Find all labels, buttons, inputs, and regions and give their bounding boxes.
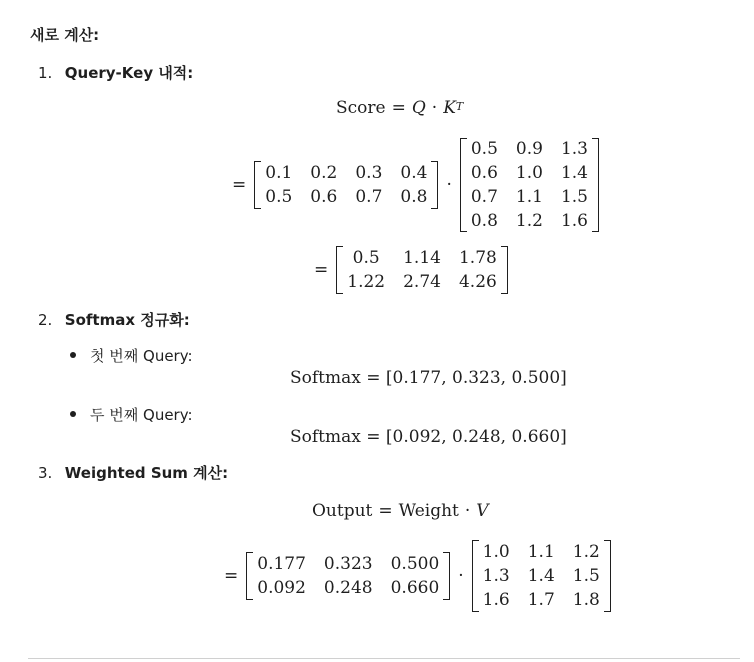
equals-sign: = <box>314 260 329 280</box>
matrix-cell: 0.248 <box>323 578 373 599</box>
score-equation <box>336 98 463 118</box>
matrix-cell: 0.8 <box>400 187 428 208</box>
wv-product-line <box>218 540 613 612</box>
matrix-cell: 1.2 <box>572 541 600 562</box>
matrix-cell: 1.1 <box>515 186 543 207</box>
matrix-q <box>254 161 438 209</box>
matrix-score <box>336 246 508 294</box>
matrix-cell: 0.323 <box>323 553 373 574</box>
output-equation <box>312 501 489 521</box>
v-symbol: V <box>476 501 489 521</box>
matrix-kt <box>460 138 599 232</box>
matrix-cell: 1.4 <box>527 565 555 586</box>
matrix-v <box>472 540 611 612</box>
matrix-cell: 0.9 <box>515 139 543 160</box>
matrix-cell: 0.500 <box>390 553 440 574</box>
k-symbol: K <box>443 98 456 118</box>
matrix-cell: 1.2 <box>515 210 543 231</box>
output-lhs: Output <box>312 501 373 521</box>
matrix-cell: 0.8 <box>470 210 498 231</box>
matrix-cell: 0.177 <box>257 553 306 574</box>
score-lhs: Score <box>336 98 386 118</box>
matrix-cell: 0.7 <box>470 186 498 207</box>
matrix-cell: 0.2 <box>310 162 338 183</box>
dot-operator: · <box>458 566 464 586</box>
step-label: Weighted Sum 계산: <box>64 464 229 482</box>
bullet-second-query <box>70 404 193 425</box>
equals-sign: = <box>378 501 393 521</box>
step-label: Query-Key 내적: <box>64 64 194 82</box>
bullet-label: 두 번째 Query: <box>90 406 193 424</box>
bullet-dot <box>70 411 76 417</box>
matrix-cell: 1.3 <box>482 565 510 586</box>
step-label: Softmax 정규화: <box>64 311 190 329</box>
matrix-cell: 1.22 <box>347 272 386 293</box>
matrix-cell: 0.660 <box>390 578 440 599</box>
bullet-label: 첫 번째 Query: <box>90 347 193 365</box>
matrix-cell: 0.3 <box>355 162 383 183</box>
matrix-cell: 0.6 <box>310 187 338 208</box>
matrix-cell: 1.14 <box>403 247 441 268</box>
matrix-cell: 1.7 <box>527 590 555 611</box>
matrix-cell: 0.6 <box>470 163 498 184</box>
divider <box>28 658 740 659</box>
step-3 <box>38 462 228 483</box>
matrix-cell: 1.6 <box>560 210 588 231</box>
step-1 <box>38 62 193 83</box>
matrix-cell: 2.74 <box>403 272 441 293</box>
matrix-cell: 1.5 <box>560 186 588 207</box>
matrix-cell: 1.5 <box>572 565 600 586</box>
dot-operator: · <box>464 501 471 521</box>
matrix-cell: 1.6 <box>482 590 510 611</box>
step-2 <box>38 309 190 330</box>
matrix-cell: 0.5 <box>470 139 498 160</box>
softmax-second: Softmax = [0.092, 0.248, 0.660] <box>290 427 567 447</box>
equals-sign: = <box>391 98 406 118</box>
matrix-cell: 1.0 <box>482 541 510 562</box>
matrix-cell: 0.092 <box>257 578 306 599</box>
qk-product-line <box>226 138 601 232</box>
q-symbol: Q <box>411 98 426 118</box>
equals-sign: = <box>224 566 239 586</box>
step-number: 3. <box>38 464 53 482</box>
matrix-cell: 1.1 <box>527 541 555 562</box>
matrix-weight <box>246 552 450 600</box>
dot-operator: · <box>446 175 452 195</box>
matrix-cell: 4.26 <box>458 272 497 293</box>
matrix-cell: 1.8 <box>572 590 600 611</box>
section-heading: 새로 계산: <box>30 26 100 44</box>
matrix-cell: 1.4 <box>560 163 588 184</box>
step-number: 1. <box>38 64 53 82</box>
matrix-cell: 0.4 <box>400 162 428 183</box>
matrix-cell: 0.5 <box>265 187 293 208</box>
matrix-cell: 1.0 <box>515 163 543 184</box>
softmax-first: Softmax = [0.177, 0.323, 0.500] <box>290 368 567 388</box>
matrix-cell: 0.5 <box>352 247 380 268</box>
matrix-cell: 0.7 <box>355 187 383 208</box>
score-result-line <box>308 246 510 294</box>
step-number: 2. <box>38 311 53 329</box>
equals-sign: = <box>232 175 247 195</box>
matrix-cell: 0.1 <box>265 162 293 183</box>
weight-symbol: Weight <box>398 501 459 521</box>
dot-operator: · <box>431 98 438 118</box>
transpose-superscript: T <box>455 99 464 113</box>
matrix-cell: 1.78 <box>458 247 497 268</box>
bullet-dot <box>70 352 76 358</box>
matrix-cell: 1.3 <box>560 139 588 160</box>
bullet-first-query <box>70 345 193 366</box>
